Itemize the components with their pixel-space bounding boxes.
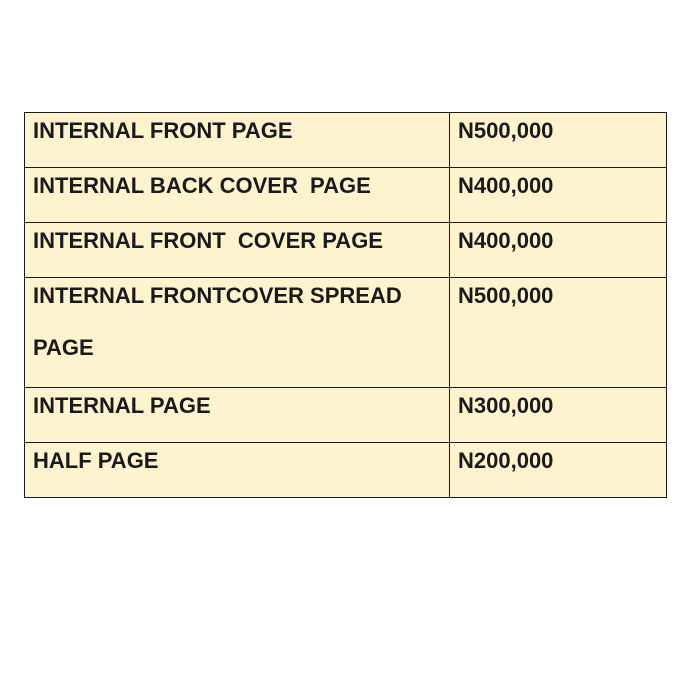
ad-position-cell: [25, 278, 450, 388]
ad-position-label: INTERNAL PAGE: [33, 393, 211, 418]
price-value: N300,000: [458, 393, 554, 418]
ad-position-label: HALF PAGE: [33, 448, 159, 473]
ad-position-label: INTERNAL FRONT PAGE: [33, 118, 293, 143]
ad-position-label: INTERNAL FRONT COVER PAGE: [33, 228, 383, 253]
price-value: N200,000: [458, 448, 554, 473]
table-row: [25, 443, 667, 498]
price-cell: [450, 443, 667, 498]
price-value: N400,000: [458, 173, 554, 198]
price-value: N400,000: [458, 228, 554, 253]
price-cell: [450, 278, 667, 388]
table-row: [25, 278, 667, 388]
ad-position-cell: [25, 443, 450, 498]
ad-position-label: INTERNAL BACK COVER PAGE: [33, 173, 371, 198]
advert-rate-table: [24, 112, 667, 498]
price-value: N500,000: [458, 283, 554, 308]
price-value: N500,000: [458, 118, 554, 143]
ad-position-label: INTERNAL FRONTCOVER SPREAD PAGE: [33, 283, 408, 360]
